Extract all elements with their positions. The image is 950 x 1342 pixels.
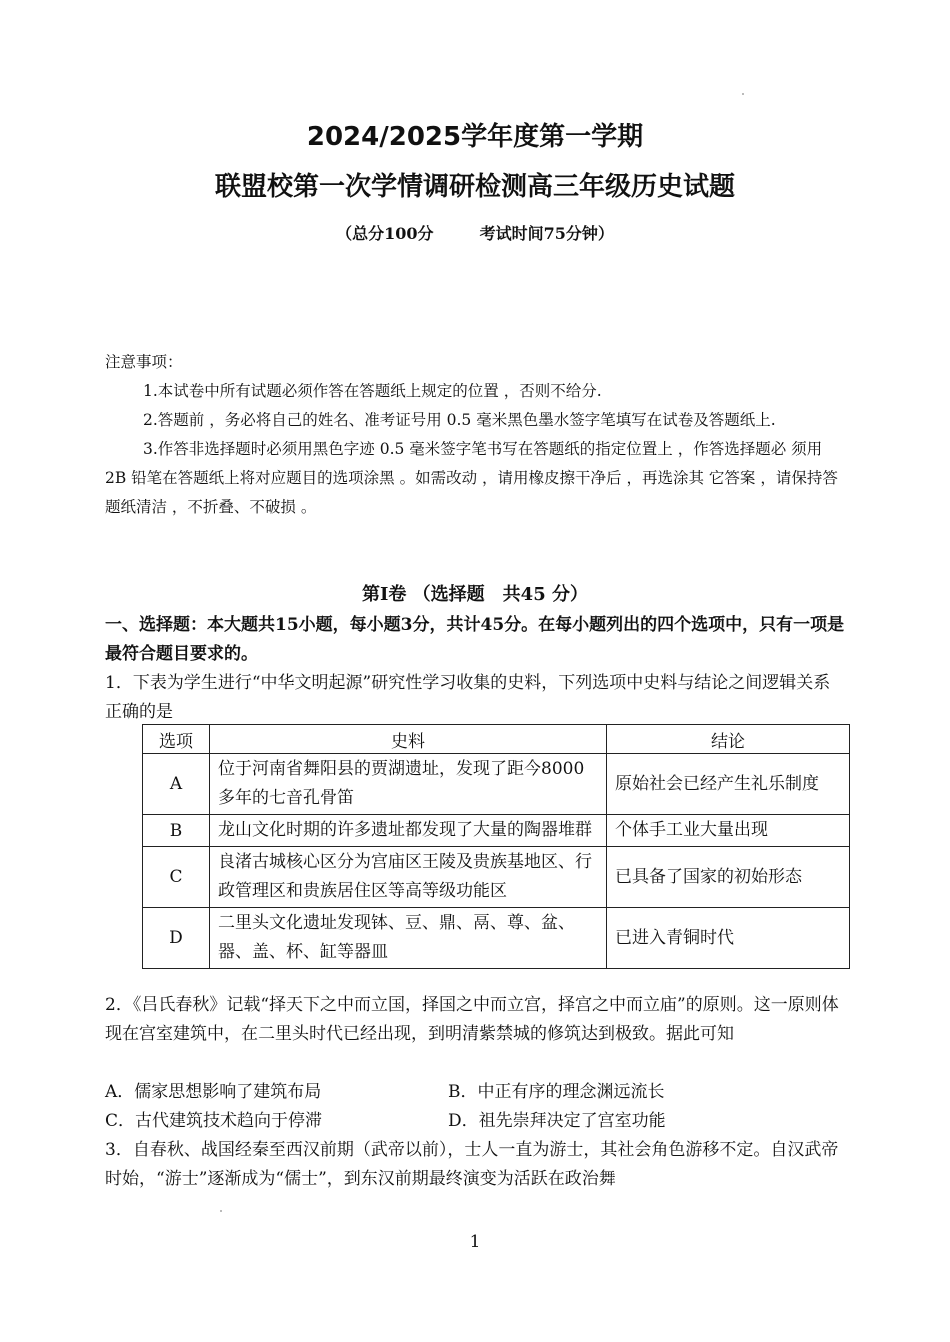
table-row [143,908,850,969]
notice-item-3: 3.作答非选择题时必须用黑色字迹 0.5 毫米签字笔书写在答题纸的指定位置上 ，作答选择题必 须用 2B 铅笔在答题纸上将对应题目的选项涂黑 。如需改动 ，请用橡皮擦干净后 ，再选涂其 它答案 ，请保持答题纸清洁 ，不折叠、不破损 。 [105,440,838,516]
exam-time: 考试时间75分钟） [479,224,614,243]
table-row [143,754,850,815]
row-source: 良渚古城核心区分为宫庙区王陵及贵族基地区、行政管理区和贵族居住区等高等级功能区 [210,847,607,908]
notice-heading: 注意事项： [105,353,183,371]
question-3-stem: 3．自春秋、战国经秦至西汉前期（武帝以前），士人一直为游士，其社会角色游移不定。自汉武帝时始，“游士”逐渐成为“儒士”，到东汉前期最终演变为活跃在政治舞 [105,1140,839,1189]
question-2-options-row2 [105,1107,847,1136]
table-header-option: 选项 [143,725,210,754]
row-conclusion: 原始社会已经产生礼乐制度 [607,754,850,815]
row-option: B [143,815,210,847]
q2-option-b: B．中正有序的理念渊远流长 [448,1082,665,1102]
row-conclusion: 个体手工业大量出现 [607,815,850,847]
q2-option-d: D．祖先崇拜决定了宫室功能 [448,1111,666,1131]
q2-option-c: C．古代建筑技术趋向于停滞 [105,1111,323,1131]
page-number: 1 [469,1232,481,1252]
table-row [143,815,850,847]
table-header-source: 史料 [210,725,607,754]
exam-title-line2: 联盟校第一次学情调研检测高三年级历史试题 [214,172,735,202]
notice-block [105,348,847,522]
row-source: 龙山文化时期的许多遗址都发现了大量的陶器堆群 [210,815,607,847]
notice-item-1: 1.本试卷中所有试题必须作答在答题纸上规定的位置 ，否则不给分. [143,382,602,400]
scan-speck [742,93,744,95]
q2-option-a: A．儒家思想影响了建筑布局 [105,1082,322,1102]
question-2-stem: 2．《吕氏春秋》记载“择天下之中而立国，择国之中而立宫，择宫之中而立庙”的原则。这一原则体现在宫室建筑中，在二里头时代已经出现，到明清紫禁城的修筑达到极致。据此可知 [105,995,839,1044]
section-title: 第Ⅰ卷 （选择题 共45 分） [361,584,588,605]
section-intro: 一、选择题：本大题共15小题，每小题3分，共计45分。在每小题列出的四个选项中，只有一项是最符合题目要求的。 [105,615,845,664]
row-source: 位于河南省舞阳县的贾湖遗址，发现了距今8000多年的七音孔骨笛 [210,754,607,815]
notice-item-2: 2.答题前 ，务必将自己的姓名、准考证号用 0.5 毫米黑色墨水签字笔填写在试卷及答题纸上. [143,411,776,429]
row-option: C [143,847,210,908]
question-1-table [142,724,850,969]
question-1-stem: 1．下表为学生进行“中华文明起源”研究性学习收集的史料，下列选项中史料与结论之间逻辑关系正确的是 [105,673,831,722]
exam-info [0,221,950,244]
row-source: 二里头文化遗址发现钵、豆、鼎、鬲、尊、盆、器、盖、杯、缸等器皿 [210,908,607,969]
total-score: （总分100分 [336,224,434,243]
row-option: A [143,754,210,815]
question-2-options-row1 [105,1078,847,1107]
table-header-row [143,725,850,754]
exam-title-line1: 2024/2025学年度第一学期 [306,122,644,152]
row-conclusion: 已进入青铜时代 [607,908,850,969]
row-option: D [143,908,210,969]
table-row [143,847,850,908]
scan-speck [220,1210,222,1212]
table-header-conclusion: 结论 [607,725,850,754]
row-conclusion: 已具备了国家的初始形态 [607,847,850,908]
